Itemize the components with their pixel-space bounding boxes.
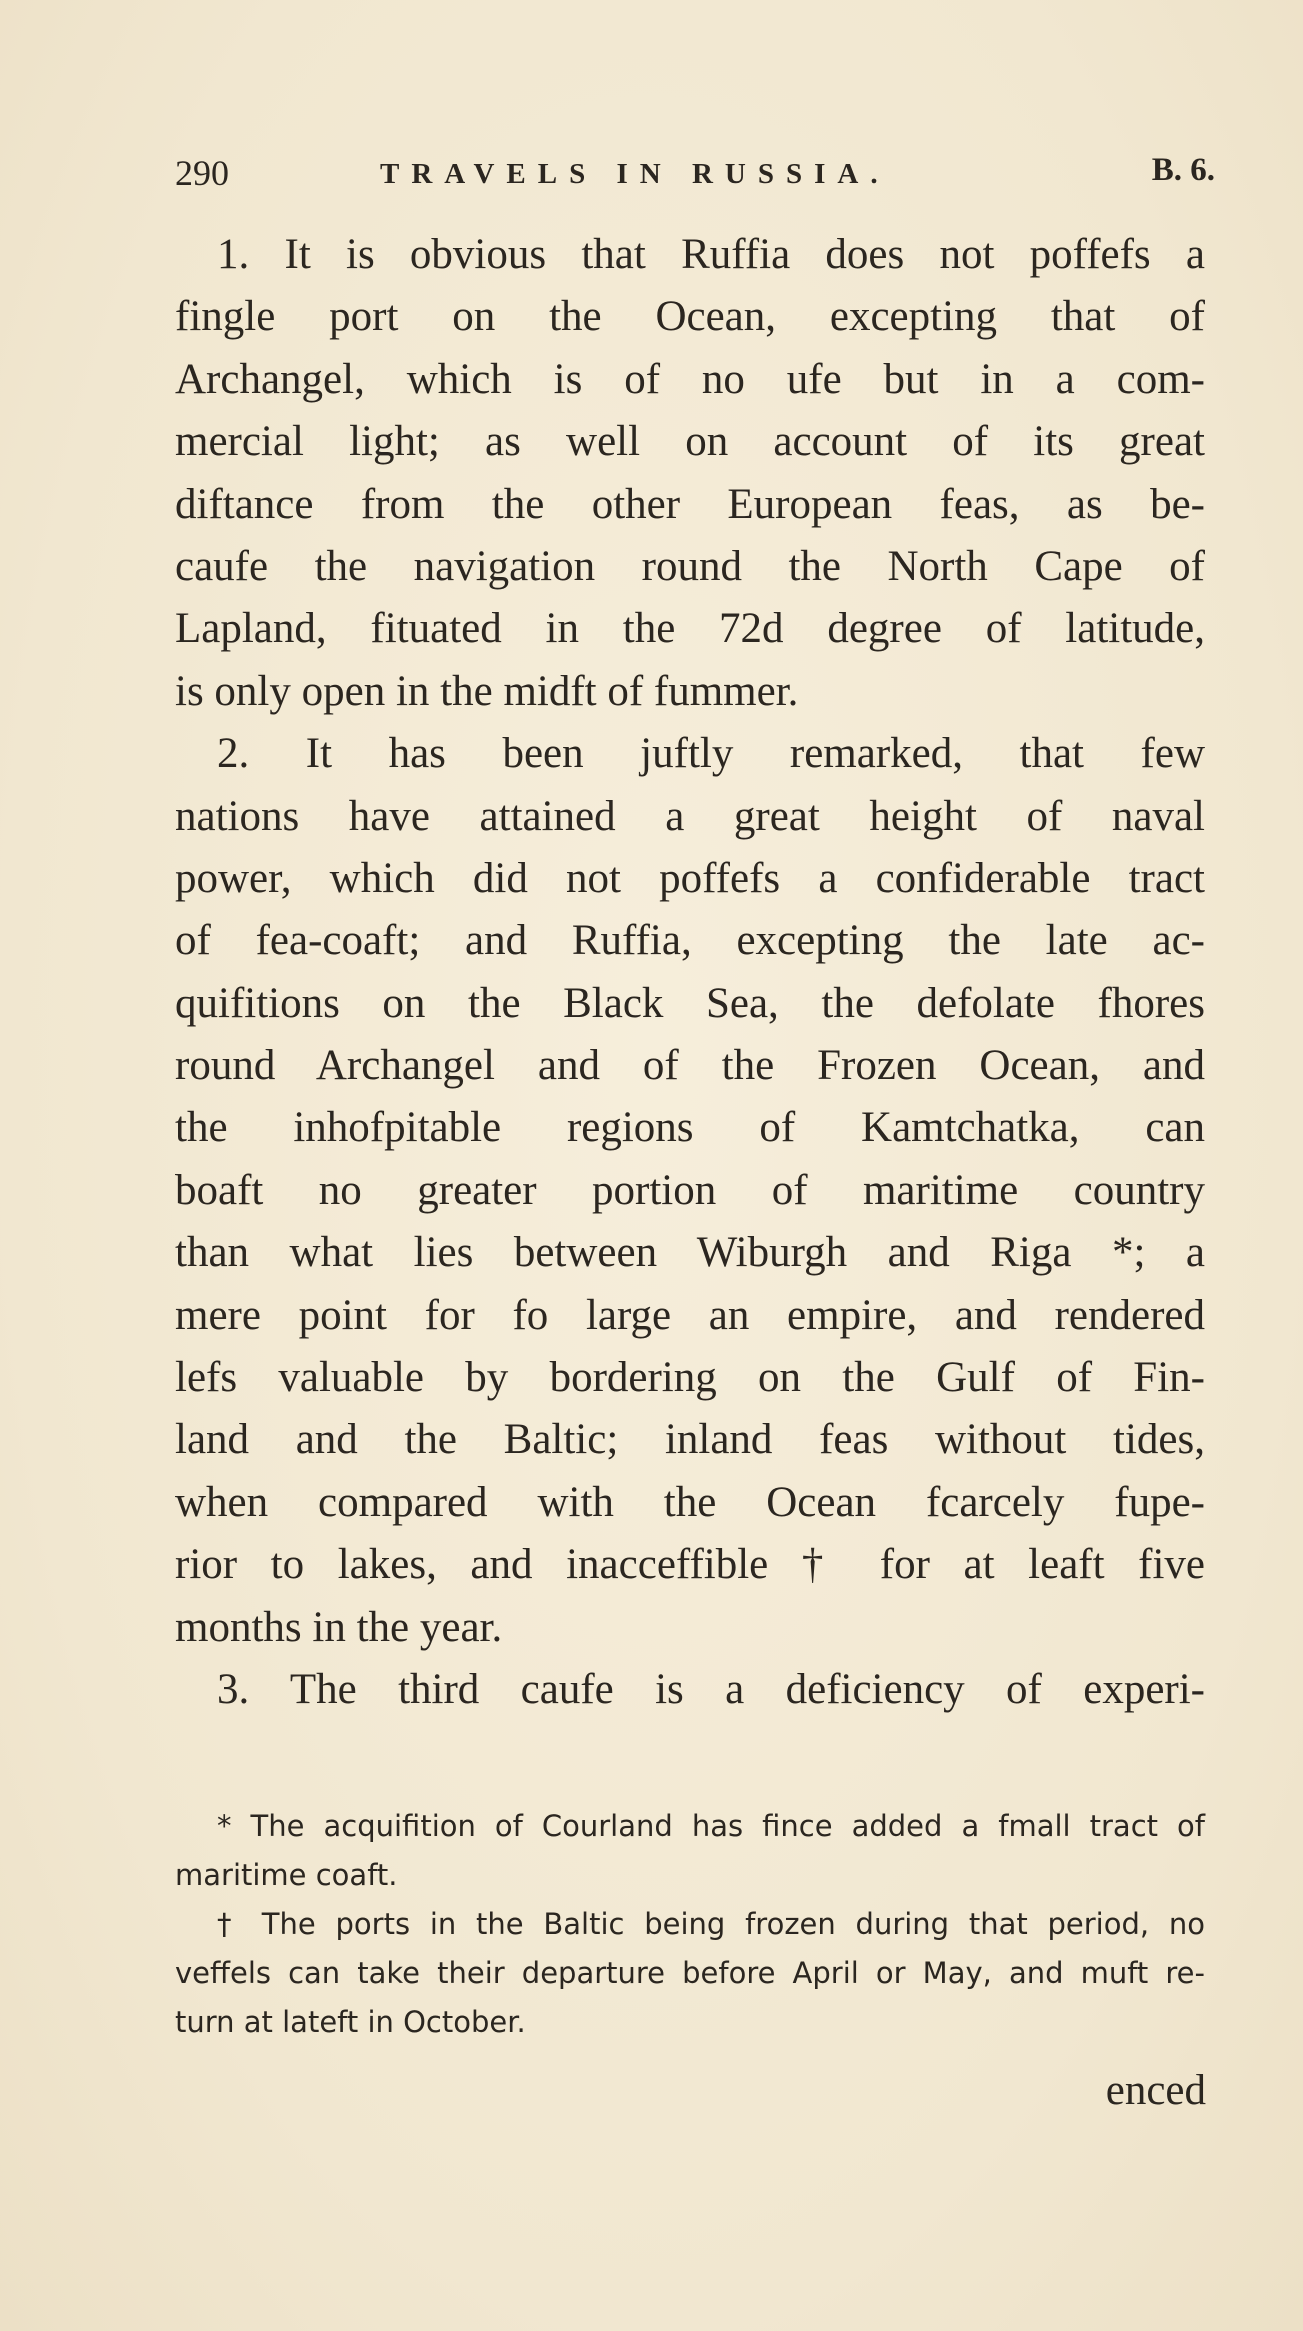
- catchword: enced: [1105, 2067, 1206, 2114]
- running-head: TRAVELS IN RUSSIA.: [380, 158, 890, 190]
- body-line: land and the Baltic; inland feas without tides,: [175, 1416, 1205, 1464]
- body-line: lefs valuable by bordering on the Gulf of Fin-: [175, 1354, 1205, 1402]
- body-line: is only open in the midft of fummer.: [175, 667, 799, 715]
- body-line: mercial light; as well on account of its great: [175, 418, 1205, 466]
- footnotes: [175, 1802, 1205, 2047]
- body-line: 3. The third caufe is a deficiency of experi-: [217, 1665, 1205, 1713]
- body-line: diftance from the other European feas, as be-: [175, 480, 1205, 528]
- footnote-line: veffels can take their departure before April or May, and muft re-: [175, 1956, 1205, 1990]
- body-line: mere point for fo large an empire, and rendered: [175, 1291, 1205, 1339]
- body-line: power, which did not poffefs a confiderable tract: [175, 854, 1205, 902]
- footnote-line: * The acquifition of Courland has fince added a fmall tract of: [217, 1809, 1205, 1843]
- body-line: boaft no greater portion of maritime country: [175, 1166, 1205, 1214]
- body-line: months in the year.: [175, 1603, 503, 1651]
- body-line: nations have attained a great height of naval: [175, 792, 1205, 840]
- footnote-line: turn at lateft in October.: [175, 2005, 526, 2039]
- body-line: round Archangel and of the Frozen Ocean, and: [175, 1042, 1205, 1090]
- body-line: 2. It has been juftly remarked, that few: [217, 730, 1205, 778]
- book-reference: B. 6.: [1151, 152, 1215, 188]
- body-line: quifitions on the Black Sea, the defolate fhores: [175, 979, 1205, 1027]
- body-line: Lapland, fituated in the 72d degree of latitude,: [175, 605, 1205, 653]
- body-line: caufe the navigation round the North Cape of: [175, 542, 1205, 590]
- body-line: fingle port on the Ocean, excepting that of: [175, 293, 1205, 341]
- footnote-line: † The ports in the Baltic being frozen during that period, no: [217, 1907, 1205, 1941]
- page-number: 290: [175, 153, 229, 193]
- body-line: rior to lakes, and inacceffible † for at leaft five: [175, 1541, 1205, 1589]
- body-line: 1. It is obvious that Ruffia does not poffefs a: [217, 231, 1205, 278]
- body-line: when compared with the Ocean fcarcely fupe-: [175, 1478, 1205, 1526]
- footnote-line: maritime coaft.: [175, 1858, 398, 1892]
- body-text: [175, 224, 1205, 1721]
- body-line: Archangel, which is of no ufe but in a com-: [175, 355, 1205, 403]
- page-header: [175, 152, 1215, 204]
- body-line: than what lies between Wiburgh and Riga *; a: [175, 1229, 1205, 1277]
- body-line: of fea-coaft; and Ruffia, excepting the late ac-: [175, 917, 1205, 965]
- body-line: the inhofpitable regions of Kamtchatka, can: [175, 1104, 1205, 1152]
